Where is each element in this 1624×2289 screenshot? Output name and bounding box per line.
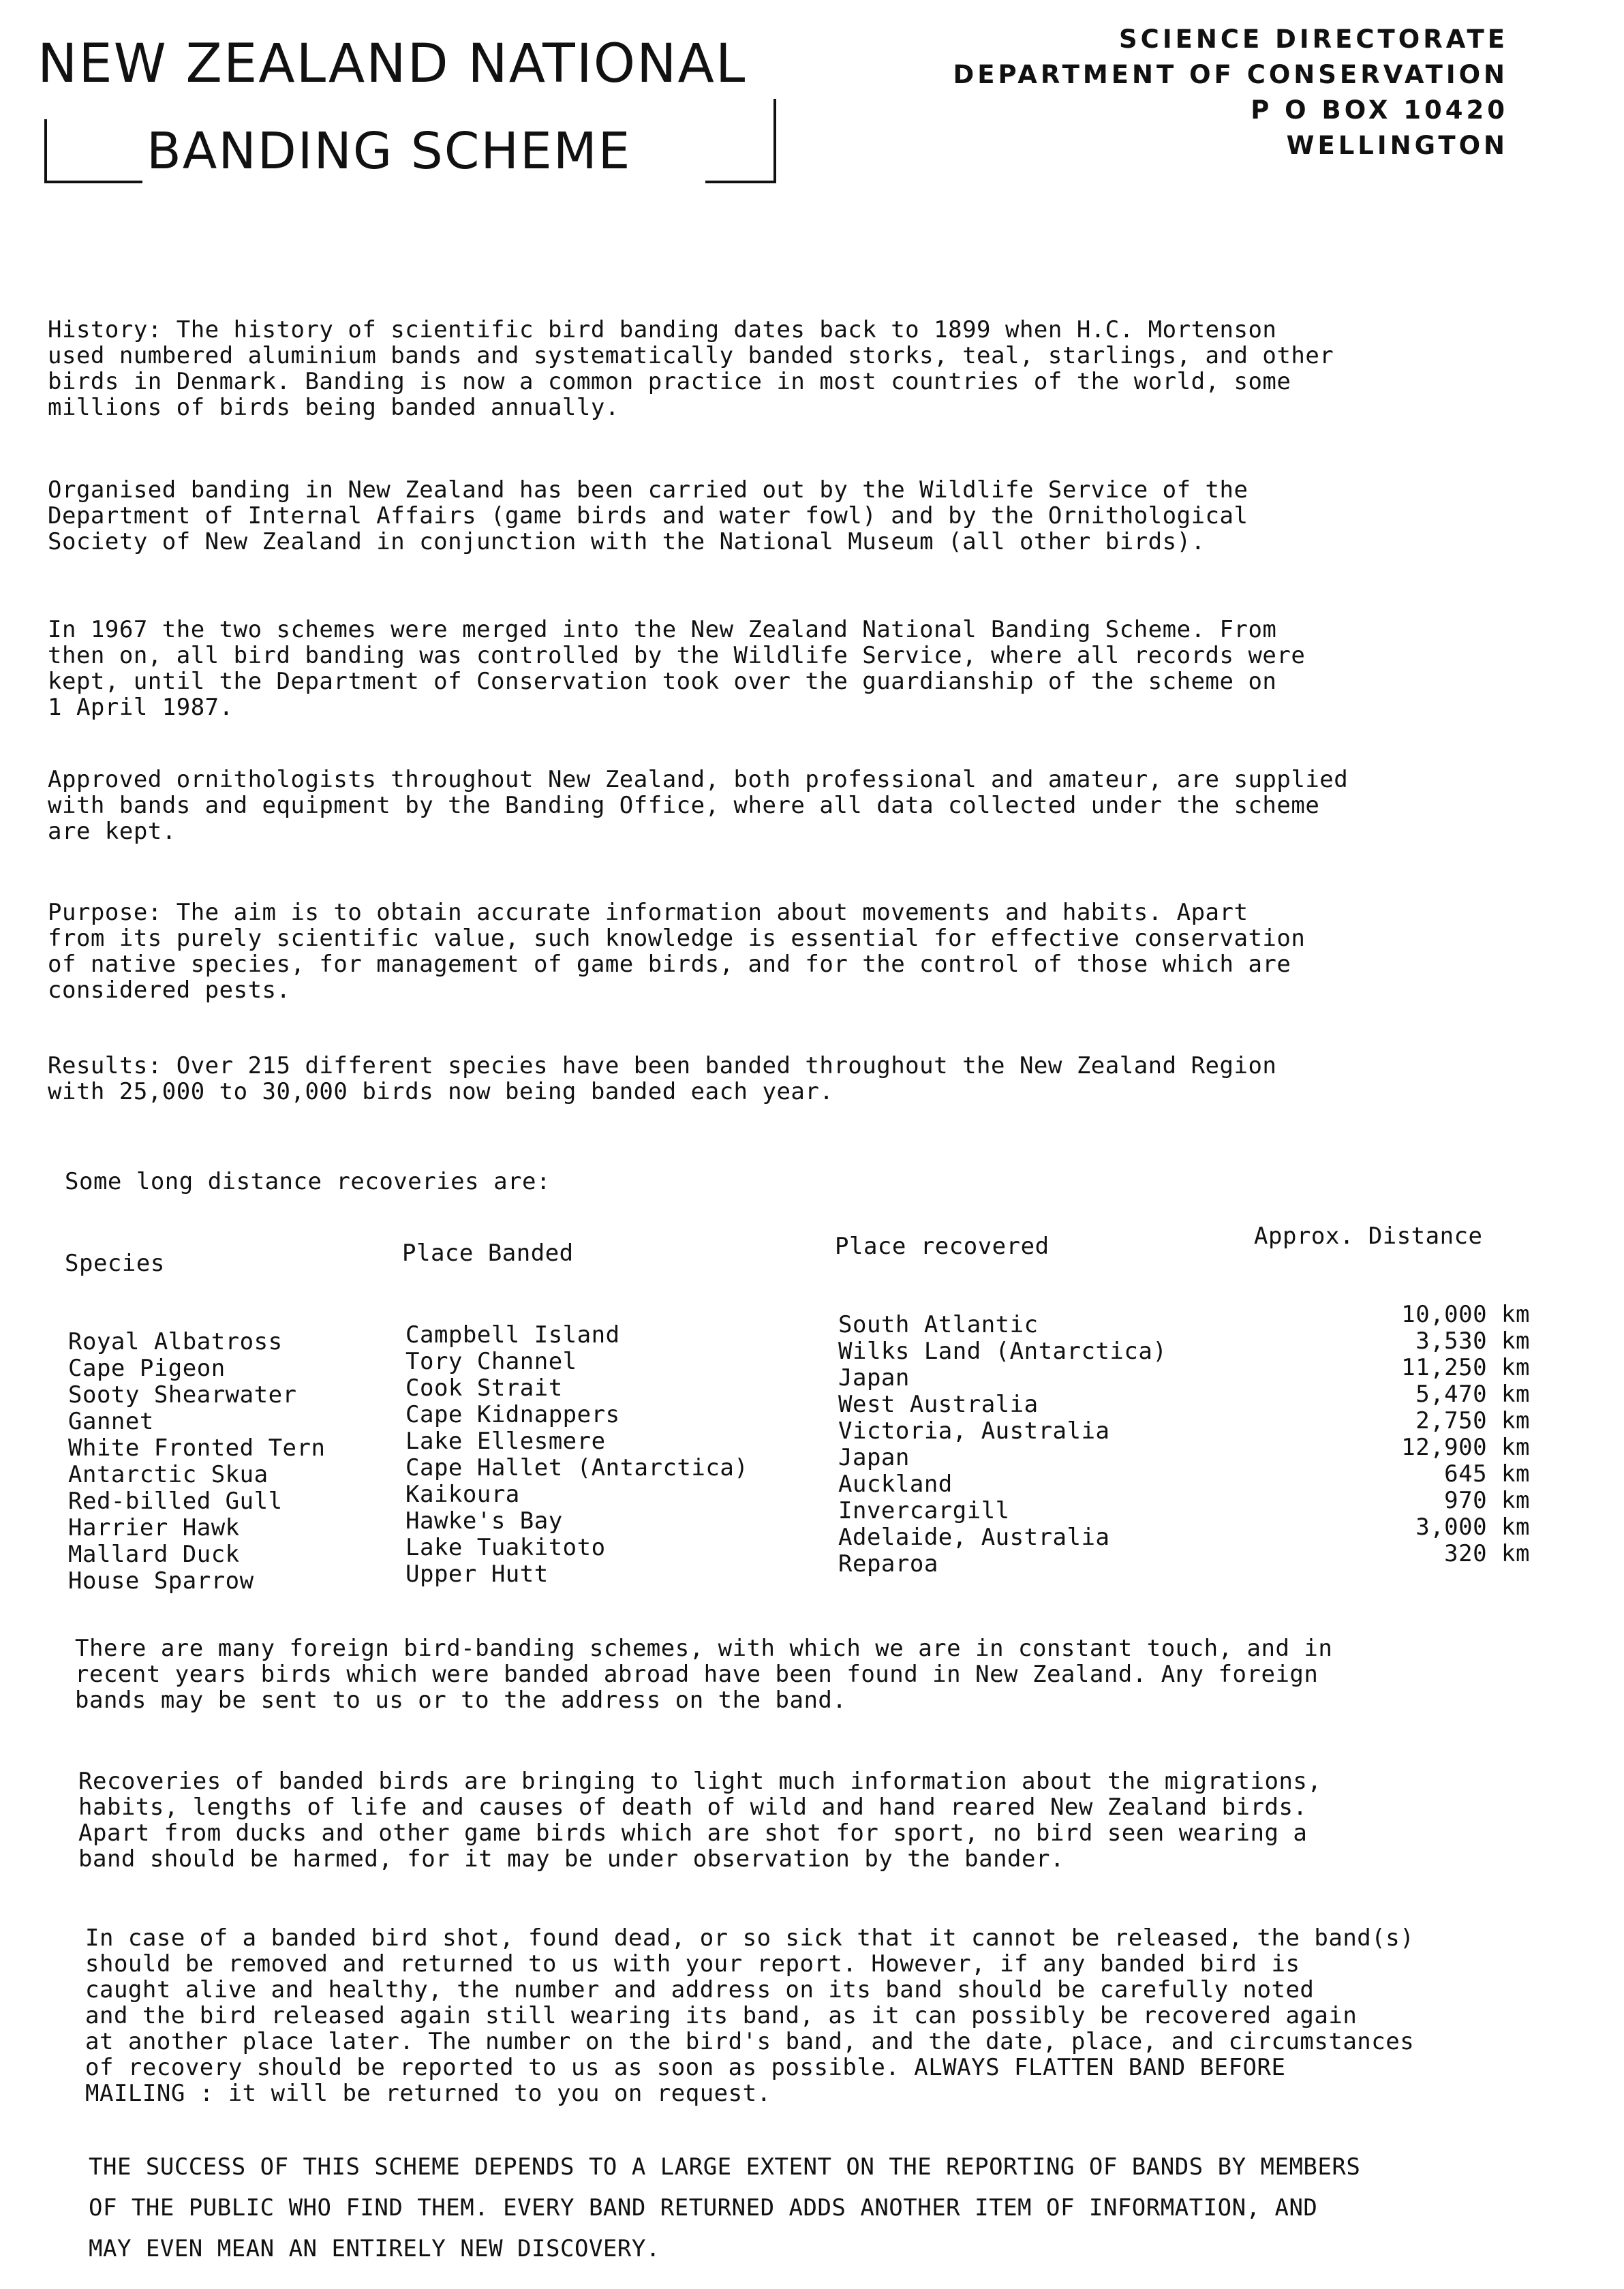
- text-line: Recoveries of banded birds are bringing to light much information about the migrations,: [78, 1768, 1322, 1795]
- text-line: bands may be sent to us or to the address on the band.: [75, 1687, 847, 1714]
- banded-bird-instructions-paragraph: [85, 1925, 1584, 2106]
- species-cell: White Fronted Tern: [68, 1434, 326, 1462]
- text-line: Purpose: The aim is to obtain accurate information about movements and habits. Apart: [48, 899, 1248, 926]
- text-line: of recovery should be reported to us as soon as possible. ALWAYS FLATTEN BAND BEFORE: [85, 2054, 1286, 2081]
- place-banded-cell: Campbell Island: [405, 1321, 620, 1349]
- history-paragraph: [48, 317, 1547, 420]
- distance-cell: 2,750 km: [1415, 1407, 1530, 1434]
- text-line: History: The history of scientific bird banding dates back to 1899 when H.C. Mortenson: [48, 316, 1277, 343]
- text-line: In 1967 the two schemes were merged into the New Zealand National Banding Scheme. From: [48, 616, 1277, 643]
- text-line: 1 April 1987.: [48, 694, 234, 721]
- text-line: from its purely scientific value, such knowledge is essential for effective conservation: [48, 925, 1306, 952]
- header-place-banded: Place Banded: [402, 1240, 574, 1267]
- closing-statement: [89, 2147, 1554, 2269]
- text-line: Organised banding in New Zealand has been carried out by the Wildlife Service of the: [48, 476, 1248, 504]
- distance-cell: 10,000 km: [1401, 1301, 1530, 1328]
- text-line: then on, all bird banding was controlled by the Wildlife Service, where all records were: [48, 642, 1306, 669]
- place-banded-cell: Lake Ellesmere: [405, 1428, 606, 1455]
- text-line: caught alive and healthy, the number and address on its band should be carefully noted: [85, 1976, 1315, 2003]
- text-line: Some long distance recoveries are:: [65, 1168, 551, 1195]
- approved-ornithologists-paragraph: [48, 767, 1547, 844]
- distance-cell: 320 km: [1444, 1540, 1530, 1567]
- text-line: OF THE PUBLIC WHO FIND THEM. EVERY BAND RETURNED ADDS ANOTHER ITEM OF INFORMATION, AND: [89, 2194, 1318, 2222]
- recoveries-table: [65, 1220, 1530, 1608]
- place-banded-cell: Kaikoura: [405, 1481, 520, 1508]
- place-recovered-cell: Adelaide, Australia: [838, 1524, 1110, 1551]
- place-banded-cell: Cape Kidnappers: [405, 1401, 620, 1428]
- place-banded-cell: Cook Strait: [405, 1374, 563, 1402]
- address-line: WELLINGTON: [1286, 131, 1508, 160]
- place-recovered-cell: South Atlantic: [838, 1311, 1039, 1338]
- text-line: Approved ornithologists throughout New Zealand, both professional and amateur, are supplied: [48, 766, 1349, 793]
- distance-cell: 3,530 km: [1415, 1327, 1530, 1355]
- species-cell: Red-billed Gull: [68, 1488, 283, 1515]
- text-line: should be removed and returned to us with your report. However, if any banded bird is: [85, 1950, 1300, 1978]
- text-line: Apart from ducks and other game birds which are shot for sport, no bird seen wearing a: [78, 1819, 1308, 1847]
- text-line: In case of a banded bird shot, found dead, or so sick that it cannot be released, the band(s): [85, 1924, 1415, 1952]
- species-cell: Royal Albatross: [68, 1328, 283, 1355]
- header-species: Species: [65, 1250, 165, 1277]
- place-recovered-cell: Wilks Land (Antarctica): [838, 1338, 1167, 1365]
- place-banded-cell: Hawke's Bay: [405, 1507, 563, 1535]
- title-bracket-right: [705, 99, 776, 183]
- title-line-2: BANDING SCHEME: [147, 122, 632, 181]
- species-column: [68, 1329, 325, 1595]
- place-recovered-cell: Victoria, Australia: [838, 1417, 1110, 1445]
- species-cell: Gannet: [68, 1408, 154, 1435]
- text-line: at another place later. The number on the bird's band, and the date, place, and circumstances: [85, 2028, 1415, 2055]
- text-line: kept, until the Department of Conservation took over the guardianship of the scheme on: [48, 668, 1277, 695]
- text-line: recent years birds which were banded abroad have been found in New Zealand. Any foreign: [75, 1661, 1319, 1688]
- species-cell: Sooty Shearwater: [68, 1381, 297, 1409]
- species-cell: Mallard Duck: [68, 1541, 240, 1568]
- foreign-schemes-paragraph: [75, 1635, 1574, 1713]
- distance-cell: 12,900 km: [1401, 1434, 1530, 1461]
- header-approx-distance: Approx. Distance: [1254, 1223, 1483, 1250]
- text-line: and the bird released again still wearing its band, as it can possibly be recovered again: [85, 2002, 1358, 2029]
- place-recovered-cell: Japan: [838, 1364, 910, 1392]
- distance-cell: 970 km: [1444, 1487, 1530, 1514]
- place-recovered-column: [838, 1312, 1167, 1578]
- text-line: band should be harmed, for it may be under observation by the bander.: [78, 1845, 1064, 1873]
- text-line: used numbered aluminium bands and systematically banded storks, teal, starlings, and other: [48, 342, 1334, 369]
- text-line: of native species, for management of game birds, and for the control of those which are: [48, 951, 1291, 978]
- distance-cell: 3,000 km: [1415, 1514, 1530, 1541]
- results-paragraph: [48, 1053, 1547, 1105]
- text-line: habits, lengths of life and causes of death of wild and hand reared New Zealand birds.: [78, 1794, 1308, 1821]
- text-line: with bands and equipment by the Banding Office, where all data collected under the scheme: [48, 792, 1320, 819]
- recoveries-intro: [65, 1169, 1564, 1195]
- address-block: [953, 22, 1509, 164]
- text-line: with 25,000 to 30,000 birds now being banded each year.: [48, 1078, 834, 1105]
- address-line: SCIENCE DIRECTORATE: [1119, 25, 1508, 54]
- purpose-paragraph: [48, 900, 1547, 1003]
- text-line: Results: Over 215 different species have been banded throughout the New Zealand Region: [48, 1052, 1277, 1079]
- text-line: MAILING : it will be returned to you on request.: [85, 2080, 771, 2107]
- text-line: Department of Internal Affairs (game birds and water fowl) and by the Ornithological: [48, 502, 1248, 529]
- place-banded-cell: Upper Hutt: [405, 1561, 549, 1588]
- text-line: considered pests.: [48, 977, 291, 1004]
- title-line-1: NEW ZEALAND NATIONAL: [37, 33, 747, 95]
- scheme-title: [37, 33, 801, 194]
- distance-column: [1353, 1302, 1530, 1567]
- header-place-recovered: Place recovered: [835, 1233, 1050, 1260]
- distance-cell: 645 km: [1444, 1460, 1530, 1488]
- species-cell: Antarctic Skua: [68, 1461, 269, 1488]
- text-line: MAY EVEN MEAN AN ENTIRELY NEW DISCOVERY.: [89, 2235, 660, 2262]
- text-line: THE SUCCESS OF THIS SCHEME DEPENDS TO A LARGE EXTENT ON THE REPORTING OF BANDS BY MEMBERS: [89, 2153, 1361, 2181]
- title-bracket-left: [44, 119, 142, 183]
- merger-paragraph: [48, 617, 1547, 720]
- distance-cell: 11,250 km: [1401, 1354, 1530, 1381]
- place-banded-cell: Lake Tuakitoto: [405, 1534, 606, 1561]
- species-cell: Harrier Hawk: [68, 1514, 240, 1541]
- text-line: millions of birds being banded annually.: [48, 394, 619, 421]
- place-recovered-cell: West Australia: [838, 1391, 1039, 1418]
- place-recovered-cell: Auckland: [838, 1471, 953, 1498]
- address-line: P O BOX 10420: [1251, 95, 1508, 125]
- text-line: Society of New Zealand in conjunction with the National Museum (all other birds).: [48, 528, 1206, 555]
- species-cell: Cape Pigeon: [68, 1355, 226, 1382]
- text-line: There are many foreign bird-banding schemes, with which we are in constant touch, and in: [75, 1635, 1333, 1662]
- place-banded-cell: Cape Hallet (Antarctica): [405, 1454, 749, 1481]
- place-banded-cell: Tory Channel: [405, 1348, 577, 1375]
- species-cell: House Sparrow: [68, 1567, 254, 1595]
- place-recovered-cell: Invercargill: [838, 1497, 1010, 1524]
- place-recovered-cell: Japan: [838, 1444, 910, 1471]
- organised-banding-paragraph: [48, 477, 1547, 555]
- text-line: birds in Denmark. Banding is now a common practice in most countries of the world, some: [48, 368, 1291, 395]
- place-banded-column: [405, 1322, 748, 1588]
- recoveries-information-paragraph: [78, 1768, 1578, 1872]
- place-recovered-cell: Reparoa: [838, 1550, 938, 1578]
- distance-cell: 5,470 km: [1415, 1381, 1530, 1408]
- text-line: are kept.: [48, 818, 177, 845]
- address-line: DEPARTMENT OF CONSERVATION: [953, 60, 1508, 89]
